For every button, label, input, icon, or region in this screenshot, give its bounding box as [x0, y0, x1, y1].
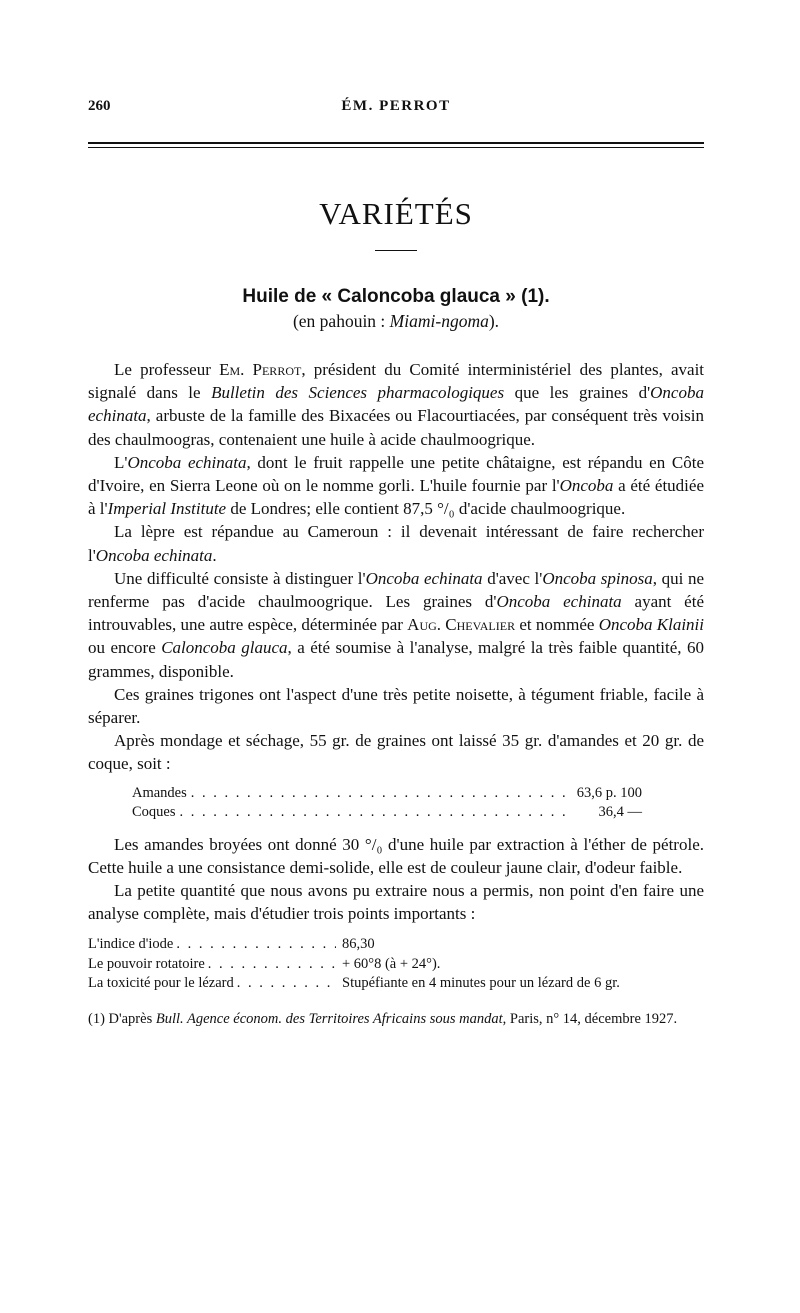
- p3-species: Oncoba echinata: [95, 545, 213, 565]
- footnote-text-a: (1) D'après: [88, 1010, 156, 1027]
- composition-row: [132, 784, 642, 804]
- article-body: [88, 358, 704, 1029]
- p1-text-a: Le professeur: [114, 360, 220, 379]
- p4-text-i: et nommée: [515, 615, 599, 635]
- properties-list: [88, 935, 704, 994]
- p4-species-5: Caloncoba glauca: [161, 638, 288, 658]
- p2-text-c: , dont le fruit rappelle une petite châtaigne, est répandu en Côte d'Ivoire, en Sierra Leone où on le nomme gorli. L'huile fournie par l': [88, 452, 705, 496]
- paragraph-8: La petite quantité que nous avons pu extraire nous a permis, non point d'en faire une analyse complète, mais d'étudier trois points importants :: [88, 881, 704, 924]
- p2-genus: Oncoba: [559, 476, 614, 496]
- footnote-ref: (1).: [521, 286, 550, 307]
- p2-text-a: L': [114, 452, 128, 472]
- composition-value: 63,6 p. 100: [576, 784, 642, 801]
- leader-dots: [176, 935, 336, 955]
- p2-text-e: a été étudiée à l': [88, 476, 704, 519]
- p2-text-g: de Londres; elle contient 87,5 °/₀ d'acide chaulmoogrique.: [226, 499, 626, 519]
- page-number: 260: [88, 98, 111, 114]
- paragraph-1: [88, 358, 704, 451]
- property-label: L'indice d'iode: [88, 936, 174, 953]
- leader-dots: [191, 784, 572, 804]
- p4-text-g: ayant été introuvables, une autre espèce, déterminée par: [88, 592, 705, 635]
- page: [88, 98, 704, 1029]
- paragraph-2: [88, 451, 704, 521]
- leader-dots: [237, 974, 336, 994]
- property-value: + 60°8 (à + 24°).: [342, 955, 441, 972]
- page-header: [88, 98, 704, 124]
- article-title-text: Huile de « Caloncoba glauca »: [242, 286, 516, 307]
- paragraph-4: [88, 567, 704, 683]
- property-value: 86,30: [342, 936, 375, 953]
- subtitle-suffix: ).: [488, 311, 500, 331]
- footnote: [88, 1010, 704, 1030]
- footnote-source: Bull. Agence économ. des Territoires Africains sous mandat: [155, 1010, 503, 1027]
- paragraph-3: [88, 520, 704, 566]
- property-row: [88, 955, 704, 975]
- p1-journal: Bulletin des Sciences pharmacologiques: [211, 383, 505, 403]
- p4-species-1: Oncoba echinata: [365, 568, 483, 588]
- subtitle-italic: Miami-ngoma: [389, 311, 489, 331]
- composition-label: Amandes: [132, 784, 187, 801]
- subtitle-prefix: (en pahouin :: [292, 311, 386, 331]
- p4-species-4: Oncoba Klainii: [598, 615, 705, 635]
- p4-text-a: Une difficulté consiste à distinguer l': [114, 568, 366, 588]
- property-value: Stupéfiante en 4 minutes pour un lézard de 6 gr.: [342, 975, 620, 992]
- property-row: [88, 935, 704, 955]
- p1-author: Em. Perrot: [219, 360, 302, 379]
- p3-text-c: .: [212, 545, 217, 565]
- composition-row: [132, 803, 642, 823]
- p4-text-c: d'avec l': [482, 568, 543, 588]
- title-rule: [375, 250, 417, 251]
- leader-dots: [180, 803, 573, 823]
- running-head: ÉM. PERROT: [341, 98, 451, 114]
- p3-text-a: La lèpre est répandue au Cameroun : il devenait intéressant de faire rechercher l': [88, 522, 704, 565]
- p1-text-g: , arbuste de la famille des Bixacées ou Flacourtiacées, par conséquent très voisin des chaulmoogras, contenaient une huile à acide chaulmoogrique.: [88, 406, 704, 449]
- paragraph-6: Après mondage et séchage, 55 gr. de graines ont laissé 35 gr. d'amandes et 20 gr. de coque, soit :: [88, 731, 704, 774]
- paragraph-7: Les amandes broyées ont donné 30 °/₀ d'une huile par extraction à l'éther de pétrole. Cette huile a une consistance demi-solide, elle est de couleur jaune clair, d'odeur faible.: [88, 834, 704, 877]
- footnote-text-c: , Paris, n° 14, décembre 1927.: [502, 1010, 678, 1027]
- article-title: [88, 286, 704, 308]
- paragraph-5: Ces graines trigones ont l'aspect d'une très petite noisette, à tégument friable, facile à séparer.: [88, 684, 704, 728]
- p4-text-m: , a été soumise à l'analyse, malgré la très faible quantité, 60 grammes, disponible.: [88, 638, 704, 681]
- leader-dots: [208, 955, 336, 975]
- composition-list: [132, 784, 642, 823]
- p4-botanist: Aug. Chevalier: [407, 615, 516, 635]
- property-label: La toxicité pour le lézard: [88, 975, 234, 992]
- p2-species: Oncoba echinata: [127, 452, 247, 472]
- property-label: Le pouvoir rotatoire: [88, 955, 205, 972]
- header-rule: [88, 142, 704, 148]
- article-subtitle: [88, 311, 704, 332]
- p2-institute: Imperial Institute: [107, 499, 227, 519]
- p4-species-2: Oncoba spinosa: [542, 568, 653, 588]
- p4-species-3: Oncoba echinata: [496, 592, 622, 612]
- property-row: [88, 974, 704, 994]
- p1-text-c: , président du Comité interministériel des plantes, avait signalé dans le: [88, 360, 705, 403]
- composition-label: Coques: [132, 804, 176, 821]
- p1-species: Oncoba echinata: [88, 383, 704, 426]
- section-title: VARIÉTÉS: [319, 196, 473, 231]
- p4-text-e: , qui ne renferme pas d'acide chaulmoogrique. Les graines d': [88, 568, 704, 612]
- p4-text-k: ou encore: [88, 638, 162, 658]
- p1-text-e: que les graines d': [504, 383, 651, 403]
- composition-value: 36,4 —: [598, 804, 642, 821]
